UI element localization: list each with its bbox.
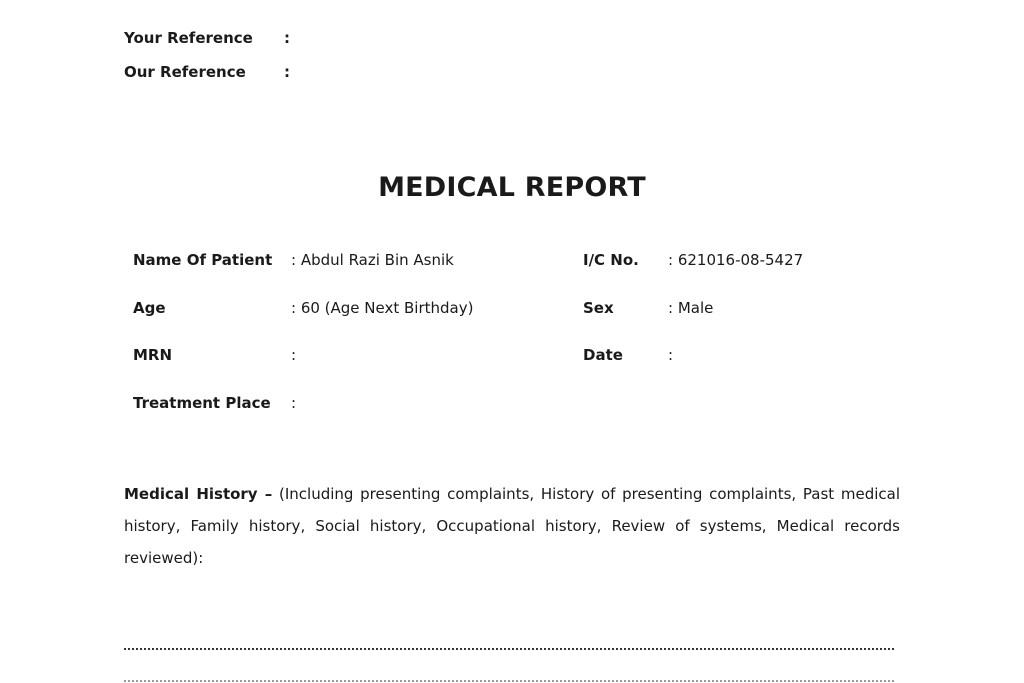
treatment-place-label: Treatment Place xyxy=(133,394,271,412)
date-value: : xyxy=(668,346,674,364)
sex-label: Sex xyxy=(583,299,614,317)
medical-history-paragraph xyxy=(124,478,900,574)
dotted-answer-line xyxy=(124,680,894,682)
ic-number-field xyxy=(583,251,803,269)
our-reference-label: Our Reference xyxy=(124,63,246,81)
patient-name-field xyxy=(133,251,454,269)
date-label: Date xyxy=(583,346,623,364)
age-label: Age xyxy=(133,299,166,317)
age-value: : 60 (Age Next Birthday) xyxy=(291,299,474,317)
our-reference-colon: : xyxy=(284,63,290,81)
our-reference-row xyxy=(124,63,294,81)
ic-number-label: I/C No. xyxy=(583,251,639,269)
mrn-field xyxy=(133,346,296,364)
age-field xyxy=(133,299,473,317)
medical-history-label: Medical History – xyxy=(124,485,273,503)
mrn-value: : xyxy=(291,346,297,364)
page-title: MEDICAL REPORT xyxy=(378,172,646,203)
date-field xyxy=(583,346,673,364)
your-reference-colon: : xyxy=(284,29,290,47)
mrn-label: MRN xyxy=(133,346,173,364)
your-reference-label: Your Reference xyxy=(124,29,253,47)
patient-name-label: Name Of Patient xyxy=(133,251,273,269)
sex-value: : Male xyxy=(668,299,714,317)
dotted-answer-line xyxy=(124,648,894,650)
treatment-place-field xyxy=(133,394,296,412)
medical-history-text: (Including presenting complaints, History of presenting complaints, Past medical history, Family history, Social history, Occupational history, Review of systems, Medical records reviewed): xyxy=(124,485,901,567)
sex-field xyxy=(583,299,713,317)
patient-name-value: : Abdul Razi Bin Asnik xyxy=(291,251,454,269)
your-reference-row xyxy=(124,29,294,47)
ic-number-value: : 621016-08-5427 xyxy=(668,251,804,269)
treatment-place-value: : xyxy=(291,394,297,412)
